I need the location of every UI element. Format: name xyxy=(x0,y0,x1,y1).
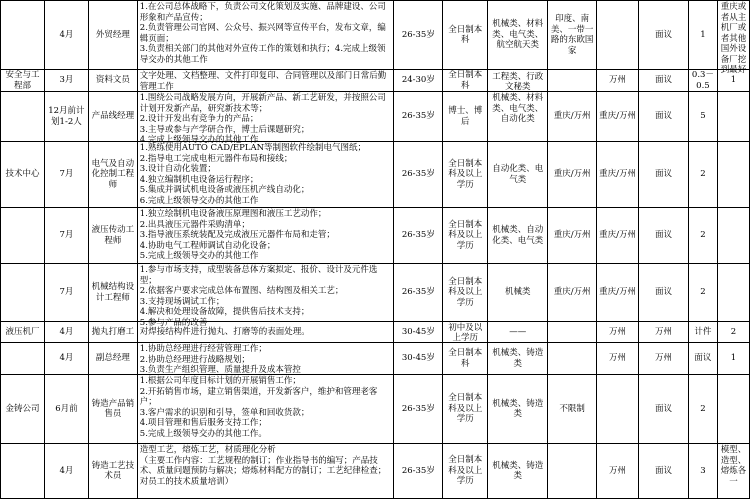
count-cell: 面议 xyxy=(639,264,689,322)
duties-cell xyxy=(137,208,394,264)
remark-text: 模型、造型、熔炼各一 xyxy=(720,445,747,487)
dept-cell xyxy=(1,343,45,375)
count-cell: 0.3－0.5 xyxy=(688,70,717,92)
salary-cell: 面议 xyxy=(639,375,689,444)
table-row xyxy=(1,264,750,322)
duties-cell xyxy=(137,70,394,92)
position-cell: 液压传动工程师 xyxy=(88,208,137,264)
salary-cell: 重庆/万州 xyxy=(597,142,639,208)
duty-line: 2.开拓销售市场，建立销售渠道，开发新客户，维护和管理老客户； xyxy=(139,386,378,407)
major-cell: 机械类、材料类、电气类、航空航天类 xyxy=(488,1,548,70)
extra-cell xyxy=(548,322,597,343)
position-cell: 电气及自动化控制工程师 xyxy=(88,142,137,208)
location-cell: 印度、南美、一带一路的东欧国家 xyxy=(548,1,597,70)
time-cell: 3月 xyxy=(44,70,88,92)
duty-line: 1.在公司总体战略下，负责公司文化策划及实施、品牌建设、公司形象和产品宣传； xyxy=(139,2,386,23)
duty-line: 5.完成上级领导交办的其他工作。 xyxy=(139,428,267,439)
duty-line: 4.独立编制机电设备运行程序； xyxy=(139,174,259,185)
duty-line: 2.设计开发出有竞争力的产品； xyxy=(139,114,259,124)
extra-cell xyxy=(548,70,597,92)
duty-line: 4.协助电气工程师调试自动化设备； xyxy=(139,240,276,251)
extra-cell xyxy=(717,92,749,142)
major-cell: 机械类、铸造类 xyxy=(488,444,548,499)
duty-line: 3.负责相关部门的其他对外宣传工作的策划和执行；4.完成上级领导交办的其他工作 xyxy=(139,44,386,65)
duties-cell xyxy=(137,142,394,208)
duty-line: 3.客户需求的识别和引导，签单和回收货款； xyxy=(139,407,310,418)
major-cell: 自动化类、电气类 xyxy=(488,142,548,208)
duty-line: 5.完成上级领导交办的其他工作 xyxy=(139,251,259,261)
time-cell: 4月 xyxy=(44,322,88,343)
location-cell: 万州 xyxy=(597,70,639,92)
education-cell: 全日制本科及以上学历 xyxy=(443,208,488,264)
duties-cell xyxy=(137,92,394,145)
duty-line: 4.解决和处理设备故障，提供售后技术支持； xyxy=(139,307,310,317)
remark-cell: 5 xyxy=(688,92,717,142)
time-cell: 7月 xyxy=(44,208,88,264)
remark-cell: 2 xyxy=(688,208,717,264)
salary-cell: 面议 xyxy=(639,444,689,499)
table-row xyxy=(1,1,750,70)
duty-line: 3.主导或参与产学研合作，博士后课题研究； xyxy=(139,124,310,135)
duty-line: 4.完成上级领导交办的其他工作 xyxy=(139,135,259,145)
time-cell: 7月 xyxy=(44,142,88,208)
location-cell: 万州 xyxy=(597,444,639,499)
time-cell: 12月前计划1-2人 xyxy=(44,92,88,142)
remark-cell: 1 xyxy=(717,70,749,92)
major-cell: 机械类、自动化类、电气类 xyxy=(488,208,548,264)
count-cell: 面议 xyxy=(639,208,689,264)
count-cell: 面议 xyxy=(639,92,689,142)
dept-cell xyxy=(1,92,45,142)
remark-text: 重庆或者从主机厂或者其他国外设备厂挖到最好 xyxy=(720,2,747,75)
major-cell xyxy=(488,70,548,92)
position-cell: 铸造工艺技术员 xyxy=(88,444,137,499)
salary-cell: 重庆/万州 xyxy=(597,264,639,322)
duties-cell xyxy=(137,264,394,328)
extra-cell xyxy=(597,1,639,70)
time-cell: 4月 xyxy=(44,1,88,70)
position-cell: 机械结构设计工程师 xyxy=(88,264,137,322)
time-cell: 7月 xyxy=(44,264,88,322)
extra-cell xyxy=(548,444,597,499)
duty-line: 2.负责管理公司官网、公众号、振兴网等宣传平台，发布文章，编辑页面； xyxy=(139,23,386,44)
dept-cell: 液压机厂 xyxy=(1,322,45,343)
duty-line: 2.协助总经理进行战略规划； xyxy=(139,354,250,365)
salary-cell: 面议 xyxy=(639,1,689,70)
table-row xyxy=(1,343,750,375)
location-cell: 万州 xyxy=(597,343,639,375)
remark-cell xyxy=(717,1,749,75)
salary-cell: 重庆/万州 xyxy=(597,92,639,142)
major-cell: 机械类 xyxy=(488,264,548,322)
remark-cell: 2 xyxy=(688,264,717,322)
duties-cell xyxy=(137,375,394,444)
remark-cell: 2 xyxy=(717,322,749,343)
salary-cell: 面议 xyxy=(639,70,689,92)
duty-line: 1.熟练使用AUTO CAD/EPLAN等制图软件绘制电气图纸； xyxy=(139,143,367,153)
major-cell: —— xyxy=(488,322,548,343)
time-cell: 4月 xyxy=(44,343,88,375)
position-cell: 资料文员 xyxy=(88,70,137,92)
major-cell: 机械类、铸造类 xyxy=(488,343,548,375)
extra-cell xyxy=(717,208,749,264)
education-cell: 全日制本科及以上学历 xyxy=(443,142,488,208)
duty-line: 对焊接结构件进行抛丸、打磨等的表面处理。 xyxy=(139,326,310,337)
education-cell: 全日制本科及以上学历 xyxy=(443,375,488,444)
age-cell: 24-30岁 xyxy=(394,70,443,92)
duty-line: （主要工作内容：工艺规程的制订；作业指导书的编写；产品技术、质量问题预防与解决；熔炼材料配方的制订；工艺纪律检查；对员工的技术质量培训） xyxy=(139,455,387,487)
position-cell: 产品线经理 xyxy=(88,92,137,142)
extra-cell xyxy=(717,142,749,208)
duty-line: 1.围绕公司战略发展方向，开展新产品、新工艺研发，并按照公司计划开发新产品，研究新技术等； xyxy=(139,93,386,114)
dept-cell: 金铸公司 xyxy=(1,375,45,444)
table-row xyxy=(1,70,750,92)
duty-line: 3.设计自动化装置； xyxy=(139,164,216,174)
duty-line: 4.项目管理和售后服务支持工作； xyxy=(139,418,267,428)
duty-line: 1.独立绘制机电设备液压原理图和液压工艺动作； xyxy=(139,209,327,219)
remark-cell: 2 xyxy=(688,142,717,208)
count-cell: 2 xyxy=(688,375,717,444)
count-cell: 计件 xyxy=(688,322,717,343)
dept-cell: 安全与工程部 xyxy=(1,70,45,92)
duty-line: 造型工艺，熔炼工艺，材质理化分析 xyxy=(139,445,276,455)
extra-cell xyxy=(548,343,597,375)
age-cell: 26-35岁 xyxy=(394,375,443,444)
extra-cell xyxy=(597,375,639,444)
location-cell: 重庆/万州 xyxy=(548,264,597,322)
education-cell: 全日制本科 xyxy=(443,343,488,375)
age-cell: 30-45岁 xyxy=(394,322,443,343)
table-row xyxy=(1,142,750,208)
salary-cell: 重庆/万州 xyxy=(597,208,639,264)
duty-line: 2.依据客户要求完成总体布置图、结构图及相关工艺； xyxy=(139,286,344,296)
education-text: 初中及以上学历 xyxy=(448,322,483,343)
education-cell: 全日制本科及以上学历 xyxy=(443,264,488,322)
dept-cell xyxy=(1,208,45,264)
dept-cell xyxy=(1,1,45,70)
duty-line: 6.完成上级领导交办的其他工作 xyxy=(139,195,259,206)
location-cell: 不限制 xyxy=(548,375,597,444)
age-cell: 26-35岁 xyxy=(394,264,443,322)
position-cell: 副总经理 xyxy=(88,343,137,375)
count-cell: 3 xyxy=(688,444,717,499)
table-row xyxy=(1,375,750,444)
duty-line: 3.支持现场调试工作； xyxy=(139,296,225,307)
age-cell: 26-35岁 xyxy=(394,92,443,142)
duty-line: 2.出具液压元器件采购清单； xyxy=(139,219,250,230)
duty-line: 2.指导电工完成电柜元器件布局和接线； xyxy=(139,153,293,164)
education-cell: 全日制本科 xyxy=(443,1,488,70)
time-cell: 4月 xyxy=(44,444,88,499)
count-cell: 面议 xyxy=(688,343,717,375)
duties-cell xyxy=(137,343,394,375)
salary-cell: 万州 xyxy=(639,322,689,343)
remark-cell xyxy=(717,444,749,499)
count-cell: 面议 xyxy=(639,142,689,208)
dept-cell: 技术中心 xyxy=(1,142,45,208)
duty-line: 5.集成并调试机电设备或液压机产线自动化； xyxy=(139,185,310,195)
remark-cell xyxy=(717,375,749,444)
age-cell: 26-35岁 xyxy=(394,444,443,499)
count-cell: 1 xyxy=(688,1,717,70)
education-cell: 全日制本科 xyxy=(443,70,488,92)
education-cell: 全日制本科及以上学历 xyxy=(443,444,488,499)
duty-line: 1.参与市场支持，成型装备总体方案拟定、报价、设计及元件选型； xyxy=(139,265,378,286)
duty-line: 3.指导液压系统装配及完成液压元器件布局和走管； xyxy=(139,230,335,240)
duty-line: 1.根据公司年度目标计划的开展销售工作； xyxy=(139,376,301,386)
dept-cell xyxy=(1,444,45,499)
location-cell: 重庆/万州 xyxy=(548,142,597,208)
location-cell: 重庆/万州 xyxy=(548,208,597,264)
duty-line: 文字处理、文档整理、文件打印复印、合同管理以及部门日常后勤管理工作 xyxy=(139,71,387,92)
position-cell: 抛丸打磨工 xyxy=(88,322,137,343)
dept-cell xyxy=(1,264,45,322)
age-cell: 26-35岁 xyxy=(394,208,443,264)
position-cell: 铸造产品销售员 xyxy=(88,375,137,444)
duty-line: 5.参与产品的改善 xyxy=(139,317,208,328)
major-cell: 机械类、铸造类 xyxy=(488,375,548,444)
major-text: 工程类、行政文秘类 xyxy=(492,71,544,92)
duties-cell xyxy=(137,1,394,70)
age-cell: 26-35岁 xyxy=(394,142,443,208)
salary-cell: 万州 xyxy=(639,343,689,375)
major-cell xyxy=(488,92,548,142)
major-text: 机械类、材料类、电气类、自动化类 xyxy=(492,93,544,124)
age-cell: 26-35岁 xyxy=(394,1,443,70)
location-cell: 重庆/万州 xyxy=(548,92,597,142)
duties-cell xyxy=(137,444,394,499)
table-row xyxy=(1,322,750,343)
education-cell xyxy=(443,322,488,343)
table-row xyxy=(1,208,750,264)
duty-line: 1.协助总经理进行经营管理工作； xyxy=(139,344,267,354)
education-cell: 博士、博后 xyxy=(443,92,488,142)
age-cell: 30-45岁 xyxy=(394,343,443,375)
position-cell: 外贸经理 xyxy=(88,1,137,70)
extra-cell xyxy=(717,264,749,322)
location-cell: 万州 xyxy=(597,322,639,343)
duty-line: 3.负责生产组织管理、质量提升及成本管控 xyxy=(139,365,301,375)
remark-cell: 1 xyxy=(717,343,749,375)
table-row xyxy=(1,92,750,142)
time-cell: 6月前 xyxy=(44,375,88,444)
table-row xyxy=(1,444,750,499)
